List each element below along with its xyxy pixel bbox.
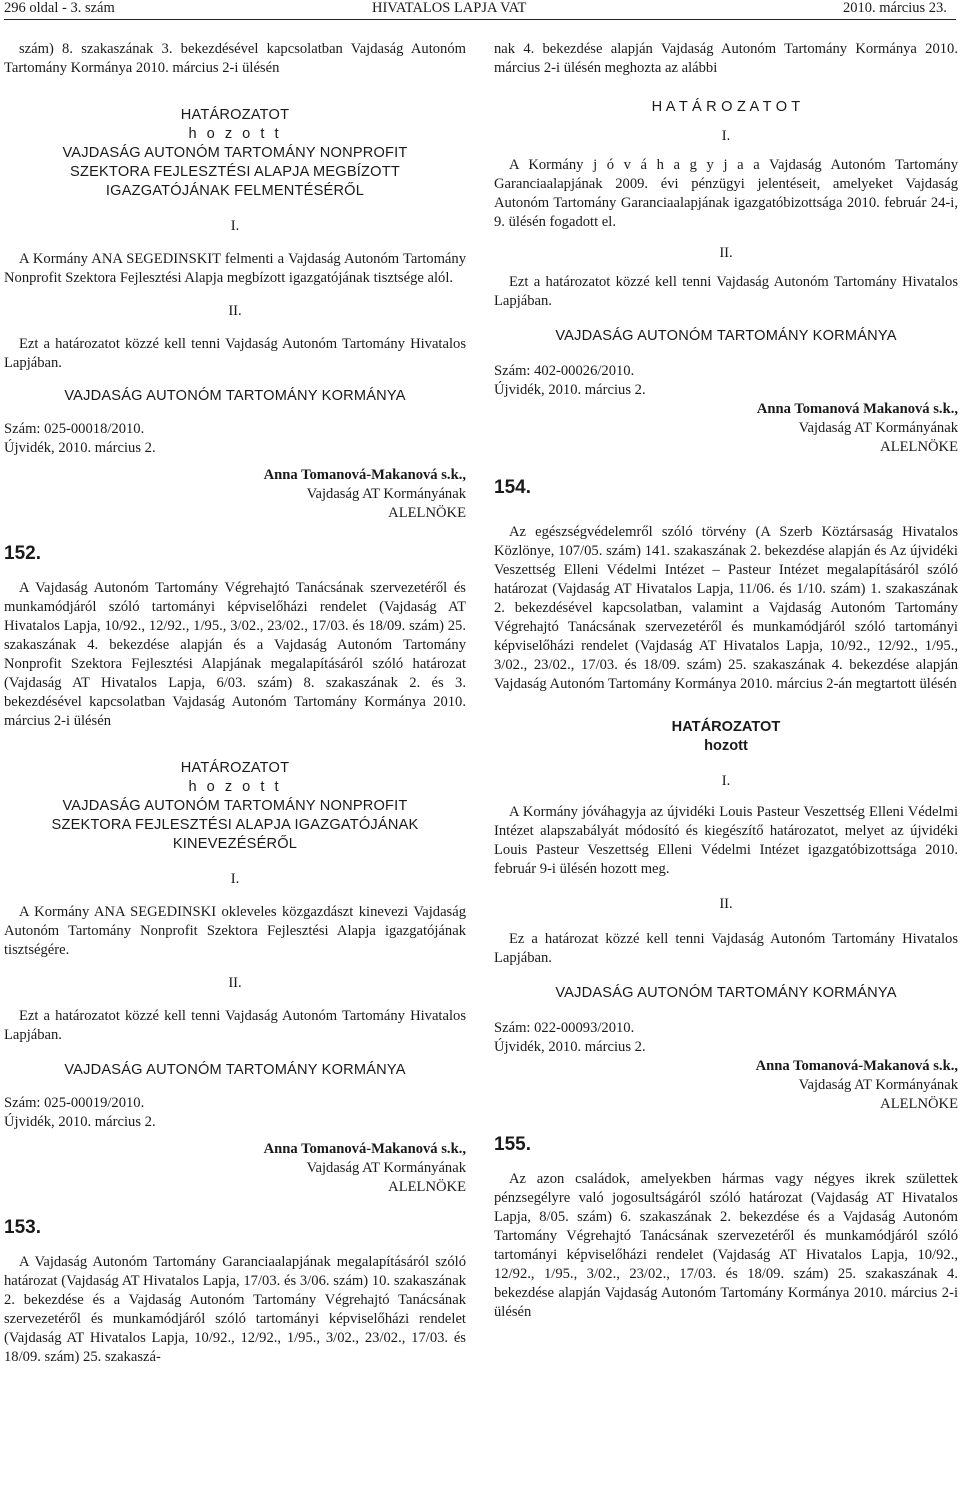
- decision-subject-line: KINEVEZÉSÉRŐL: [172, 836, 298, 852]
- place-date: Újvidék, 2010. március 2.: [4, 1114, 156, 1130]
- place-date: Újvidék, 2010. március 2.: [494, 382, 646, 398]
- section-number: I.: [721, 128, 731, 144]
- decision-text: Ezt a határozatot közzé kell tenni Vajdaság Autonóm Tartomány Hivatalos Lapjában.: [494, 274, 958, 309]
- signer-title: ALELNÖKE: [880, 439, 958, 455]
- right-column: [494, 40, 958, 1322]
- decision-hozott: h o z o t t: [188, 779, 282, 795]
- decision-text: A Kormány j ó v á h a g y j a a Vajdaság Autonóm Tartomány Garanciaalapjának 2009. évi pénzügyi jelentéseit, amelyeket Vajdaság Autonóm Tartomány Garanciaalapjának igazgatóbizottsága 2010. február 24-i, 9. ülésén fogadott el.: [494, 157, 958, 230]
- intro-text: nak 4. bekezdése alapján Vajdaság Autonóm Tartomány Kormánya 2010. március 2-i ülésén meghozta az alábbi: [494, 41, 958, 76]
- decision-subject-line: SZEKTORA FEJLESZTÉSI ALAPJA MEGBÍZOTT: [70, 164, 400, 180]
- signer-title: ALELNÖKE: [388, 505, 466, 521]
- issuer: VAJDASÁG AUTONÓM TARTOMÁNY KORMÁNYA: [64, 1062, 406, 1078]
- decision-subject-line: SZEKTORA FEJLESZTÉSI ALAPJA IGAZGATÓJÁNAK: [51, 817, 419, 833]
- section-number: I.: [230, 218, 240, 234]
- signer-name: Anna Tomanová-Makanová s.k.,: [263, 467, 466, 483]
- page-number: 296 oldal - 3. szám: [4, 0, 115, 16]
- decision-hozott: h o z o t t: [188, 126, 282, 142]
- decision-text: A Kormány ANA SEGEDINSKIT felmenti a Vajdaság Autonóm Tartomány Nonprofit Szektora Fejlesztési Alapja megbízott igazgatójának tisztsége alól.: [4, 251, 466, 286]
- header-rule: [4, 19, 956, 20]
- intro-text: szám) 8. szakaszának 3. bekezdésével kapcsolatban Vajdaság Autonóm Tartomány Kormánya 2010. március 2-i ülésén: [4, 41, 466, 76]
- decision-text: Ezt a határozatot közzé kell tenni Vajdaság Autonóm Tartomány Hivatalos Lapjában.: [4, 336, 466, 371]
- signature-block: [240, 466, 466, 523]
- decision-title: HATÁROZATOT: [671, 719, 781, 735]
- left-column: [4, 40, 466, 1367]
- item-number: 155.: [494, 1134, 531, 1155]
- signer-role: Vajdaság AT Kormányának: [798, 1077, 958, 1093]
- decision-title: HATÁROZATOT: [180, 107, 290, 123]
- signature-block: [240, 1140, 466, 1197]
- signer-name: Anna Tomanová Makanová s.k.,: [756, 401, 958, 417]
- decision-text: A Kormány jóváhagyja az újvidéki Louis Pasteur Veszettség Elleni Védelmi Intézet alapszabályát módosító és kiegészítő határozatot, melyet az újvidéki Louis Pasteur Veszettség Elleni Védelmi Intézet igazgatóbizottsága 2010. február 9-i ülésén hozott meg.: [494, 804, 958, 877]
- preamble-text: Az azon családok, amelyekben hármas vagy négyes ikrek születtek pénzsegélyre való jogosultságáról szóló határozat (Vajdaság AT Hivatalos Lapja, 8/05. szám) 6. szakaszának 2. bekezdése és a Vajdaság Autonóm Tartomány Végrehajtó Tanácsának szervezetéről és munkamódjáról szóló tartományi képviselőházi rendelet (Vajdaság AT Hivatalos Lapja, 10/92., 12/92., 1/95., 3/02., 23/02., 17/03. és 18/09. szám) 25. szakaszának 4. bekezdése alapján Vajdaság Autonóm Tartomány Kormánya 2010. március 2-i ülésén: [494, 1171, 958, 1320]
- reference-number: Szám: 022-00093/2010.: [494, 1020, 635, 1036]
- item-number: 154.: [494, 477, 531, 498]
- issue-date: 2010. március 23.: [843, 0, 947, 16]
- preamble-text: Az egészségvédelemről szóló törvény (A Szerb Köztársaság Hivatalos Közlönye, 107/05. szám) 141. szakaszának 2. bekezdése alapján és Az újvidéki Veszettség Elleni Védelmi Intézet – Pasteur Intézet megalapításáról szóló határozat (Vajdaság AT Hivatalos Lapja, 11/06. és 1/10. szám) 1. szakaszának 2. bekezdésével kapcsolatban, valamint a Vajdaság Autonóm Tartomány Végrehajtó Tanácsának szervezetéről és munkamódjáról szóló tartományi képviselőházi rendelet (Vajdaság AT Hivatalos Lapja, 10/92., 12/92., 1/95., 3/02., 23/02., 17/03. és 18/09. szám) 25. szakaszának 4. bekezdése alapján Vajdaság Autonóm Tartomány Kormánya 2010. március 2-án megtartott ülésén: [494, 524, 958, 692]
- signer-name: Anna Tomanová-Makanová s.k.,: [755, 1058, 958, 1074]
- decision-title: HATÁROZATOT: [180, 760, 290, 776]
- decision-subject-line: IGAZGATÓJÁNAK FELMENTÉSÉRŐL: [105, 183, 365, 199]
- page-header: [0, 0, 960, 20]
- issuer: VAJDASÁG AUTONÓM TARTOMÁNY KORMÁNYA: [555, 985, 897, 1001]
- issuer: VAJDASÁG AUTONÓM TARTOMÁNY KORMÁNYA: [64, 388, 406, 404]
- signature-block: [732, 400, 958, 457]
- reference-number: Szám: 025-00018/2010.: [4, 421, 145, 437]
- signer-name: Anna Tomanová-Makanová s.k.,: [263, 1141, 466, 1157]
- signer-role: Vajdaság AT Kormányának: [798, 420, 958, 436]
- place-date: Újvidék, 2010. március 2.: [494, 1039, 646, 1055]
- reference-number: Szám: 402-00026/2010.: [494, 363, 635, 379]
- section-number: II.: [719, 245, 733, 261]
- signer-title: ALELNÖKE: [388, 1179, 466, 1195]
- gazette-title: HIVATALOS LAPJA VAT: [372, 0, 527, 16]
- section-number: I.: [230, 871, 240, 887]
- signer-title: ALELNÖKE: [880, 1096, 958, 1112]
- signer-role: Vajdaság AT Kormányának: [306, 486, 466, 502]
- decision-title: H A T Á R O Z A T O T: [651, 99, 801, 115]
- item-number: 153.: [4, 1217, 41, 1238]
- decision-text: A Kormány ANA SEGEDINSKI okleveles közgazdászt kinevezi Vajdaság Autonóm Tartomány Nonprofit Szektora Fejlesztési Alapja igazgatójának tisztségére.: [4, 904, 466, 958]
- place-date: Újvidék, 2010. március 2.: [4, 440, 156, 456]
- decision-subject-line: VAJDASÁG AUTONÓM TARTOMÁNY NONPROFIT: [62, 798, 408, 814]
- decision-subject-line: VAJDASÁG AUTONÓM TARTOMÁNY NONPROFIT: [62, 145, 408, 161]
- preamble-text: A Vajdaság Autonóm Tartomány Végrehajtó Tanácsának szervezetéről és munkamódjáról szóló tartományi képviselőházi rendelet (Vajdaság AT Hivatalos Lapja, 10/92., 12/92., 1/95., 3/02., 23/02., 17/03. és 18/09. szám) 25. szakaszának 4. bekezdése alapján és a Vajdaság Autonóm Tartomány Nonprofit Szektora Fejlesztési Alapjának megalapításáról szóló határozat (Vajdaság AT Hivatalos Lapja, 6/03. szám) 8. szakaszának 2. és 3. bekezdésével kapcsolatban Vajdaság Autonóm Tartomány Kormánya 2010. március 2-i ülésén: [4, 580, 466, 729]
- signature-block: [732, 1057, 958, 1114]
- section-number: II.: [719, 896, 733, 912]
- decision-text: Ez a határozat közzé kell tenni Vajdaság Autonóm Tartomány Hivatalos Lapjában.: [494, 931, 958, 966]
- decision-hozott: hozott: [704, 738, 748, 754]
- decision-text: Ezt a határozatot közzé kell tenni Vajdaság Autonóm Tartomány Hivatalos Lapjában.: [4, 1008, 466, 1043]
- item-number: 152.: [4, 543, 41, 564]
- section-number: I.: [721, 773, 731, 789]
- preamble-text: A Vajdaság Autonóm Tartomány Garanciaalapjának megalapításáról szóló határozat (Vajdaság AT Hivatalos Lapja, 17/03. és 3/06. szám) 10. szakaszának 2. bekezdése és a Vajdaság Autonóm Tartomány Végrehajtó Tanácsának szervezetéről és munkamódjáról szóló tartományi képviselőházi rendelet (Vajdaság AT Hivatalos Lapja, 10/92., 12/92., 1/95., 3/02., 23/02., 17/03. és 18/09. szám) 25. szakaszá-: [4, 1254, 466, 1365]
- reference-number: Szám: 025-00019/2010.: [4, 1095, 145, 1111]
- issuer: VAJDASÁG AUTONÓM TARTOMÁNY KORMÁNYA: [555, 328, 897, 344]
- signer-role: Vajdaság AT Kormányának: [306, 1160, 466, 1176]
- section-number: II.: [228, 303, 242, 319]
- section-number: II.: [228, 975, 242, 991]
